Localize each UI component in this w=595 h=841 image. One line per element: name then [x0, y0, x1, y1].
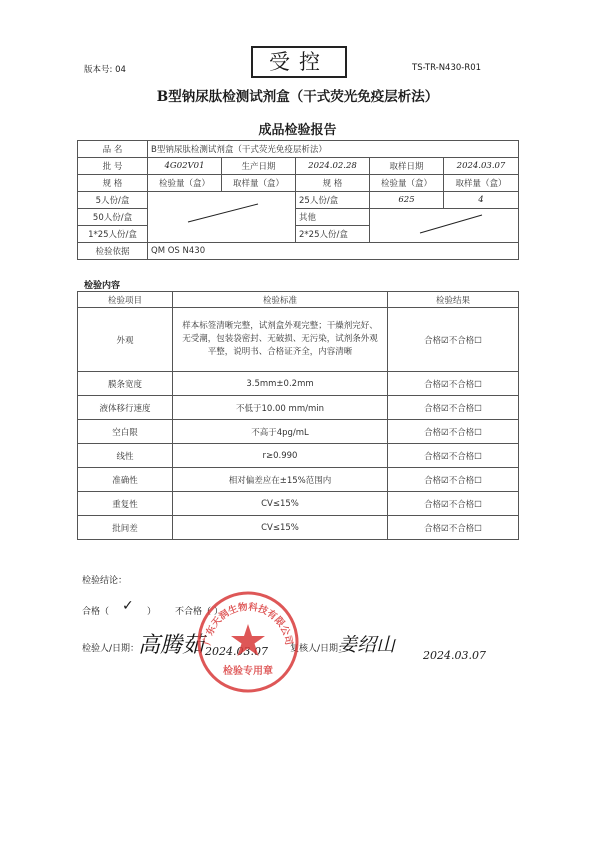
- check-item: 线性: [78, 444, 173, 468]
- check-result: 合格☑不合格☐: [388, 372, 519, 396]
- check-result: 合格☑不合格☐: [388, 444, 519, 468]
- check-result: 合格☑不合格☐: [388, 516, 519, 540]
- col-header-standard: 检验标准: [173, 292, 388, 308]
- inspection-seal: [196, 590, 300, 694]
- basis-label: 检验依据: [78, 243, 148, 260]
- spec-row-1-right: 25人份/盒: [296, 192, 370, 209]
- check-item: 准确性: [78, 468, 173, 492]
- check-item: 空白限: [78, 420, 173, 444]
- check-item: 批间差: [78, 516, 173, 540]
- sample-date-value: 2024.03.07: [444, 158, 519, 175]
- strike-cell-left: [148, 192, 296, 243]
- report-subtitle: 成品检验报告: [258, 123, 337, 138]
- product-info-table: [77, 140, 519, 260]
- mfg-date-value: 2024.02.28: [296, 158, 370, 175]
- check-result: 合格☑不合格☐: [388, 308, 519, 372]
- check-standard: 不低于10.00 mm/min: [173, 396, 388, 420]
- sample-date-label: 取样日期: [370, 158, 444, 175]
- batch-label: 批 号: [78, 158, 148, 175]
- reviewer-date: 2024.03.07: [423, 649, 486, 662]
- qty-label: 检验量（盒）: [148, 175, 222, 192]
- inspector-label: 检验人/日期：: [82, 644, 140, 654]
- check-standard: CV≤15%: [173, 492, 388, 516]
- pass-label: 合格（: [82, 607, 110, 617]
- spec-row-3-left: 1*25人份/盒: [78, 226, 148, 243]
- check-standard: 不高于4pg/mL: [173, 420, 388, 444]
- table-row: [78, 396, 519, 420]
- seal-ring-text: 广东天润生物科技有限公司: [201, 601, 295, 647]
- spec-label-2: 规 格: [296, 175, 370, 192]
- strike-cell-right: [370, 209, 519, 243]
- pass-close: ）: [147, 607, 157, 617]
- table-row: [78, 444, 519, 468]
- batch-value: 4G02V01: [148, 158, 222, 175]
- check-standard: 3.5mm±0.2mm: [173, 372, 388, 396]
- table-row: [78, 372, 519, 396]
- check-result: 合格☑不合格☐: [388, 468, 519, 492]
- check-item: 重复性: [78, 492, 173, 516]
- table-row: [78, 516, 519, 540]
- mfg-date-label: 生产日期: [222, 158, 296, 175]
- check-item: 液体移行速度: [78, 396, 173, 420]
- table-row: [78, 308, 519, 372]
- fail-label: 不合格（ ）: [175, 607, 223, 617]
- section-title: 检验内容: [84, 281, 121, 291]
- seal-star: [231, 624, 265, 656]
- basis-value: QM OS N430: [148, 243, 519, 260]
- table-row: [78, 468, 519, 492]
- check-standard: r≥0.990: [173, 444, 388, 468]
- spec-row-1-qty: 625: [370, 192, 444, 209]
- inspection-table: [77, 291, 519, 540]
- inspector-date: 2024.03.07: [205, 645, 268, 658]
- table-row: [78, 420, 519, 444]
- spec-row-1-sample: 4: [444, 192, 519, 209]
- conclusion-label: 检验结论：: [82, 576, 128, 586]
- spec-row-2-right: 其他: [296, 209, 370, 226]
- document-number: TS-TR-N430-R01: [412, 63, 482, 73]
- controlled-stamp: 受控: [251, 46, 347, 78]
- product-name-label: 品 名: [78, 141, 148, 158]
- strike-line-right: [370, 209, 519, 242]
- document-title: B型钠尿肽检测试剂盒（干式荧光免疫层析法）: [156, 89, 439, 105]
- sample-qty-label: 取样量（盒）: [222, 175, 296, 192]
- product-name-value: B型钠尿肽检测试剂盒（干式荧光免疫层析法）: [148, 141, 519, 158]
- table-row: [78, 492, 519, 516]
- qty-label-2: 检验量（盒）: [370, 175, 444, 192]
- spec-row-1-left: 5人份/盒: [78, 192, 148, 209]
- col-header-result: 检验结果: [388, 292, 519, 308]
- version-number: 版本号: 04: [84, 65, 126, 75]
- check-standard: 相对偏差应在±15%范围内: [173, 468, 388, 492]
- check-result: 合格☑不合格☐: [388, 396, 519, 420]
- spec-row-2-left: 50人份/盒: [78, 209, 148, 226]
- check-item: 外观: [78, 308, 173, 372]
- spec-label: 规 格: [78, 175, 148, 192]
- pass-check-mark: ✓: [122, 598, 134, 614]
- inspector-signature: 高腾茹: [138, 633, 205, 658]
- reviewer-label: 复核人/日期：: [290, 644, 348, 654]
- seal-center-text: 检验专用章: [223, 666, 273, 677]
- check-result: 合格☑不合格☐: [388, 420, 519, 444]
- check-result: 合格☑不合格☐: [388, 492, 519, 516]
- check-standard: CV≤15%: [173, 516, 388, 540]
- strike-line-left: [148, 192, 296, 242]
- reviewer-signature: 姜绍山: [338, 634, 396, 656]
- check-item: 膜条宽度: [78, 372, 173, 396]
- spec-row-3-right: 2*25人份/盒: [296, 226, 370, 243]
- col-header-item: 检验项目: [78, 292, 173, 308]
- sample-qty-label-2: 取样量（盒）: [444, 175, 519, 192]
- check-standard: 样本标签清晰完整，试剂盒外观完整；干燥剂完好、无受潮，包装袋密封、无破损、无污染，试剂条外观平整，说明书、合格证齐全，内容清晰: [173, 308, 388, 372]
